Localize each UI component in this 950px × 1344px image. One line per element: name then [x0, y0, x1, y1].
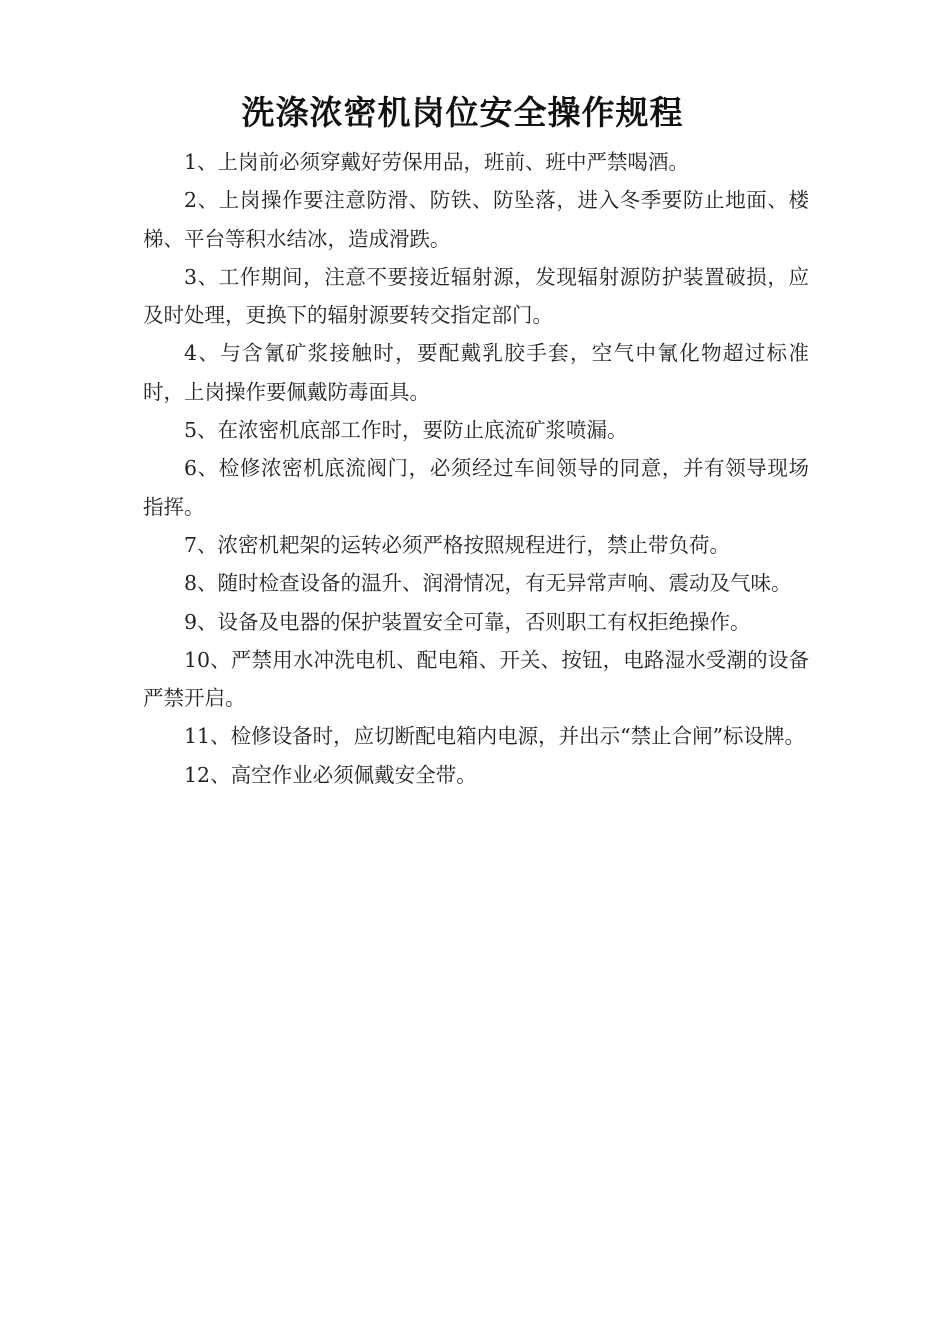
regulation-item-9: 9、设备及电器的保护装置安全可靠，否则职工有权拒绝操作。: [184, 609, 751, 634]
regulation-item-1: 1、上岗前必须穿戴好劳保用品，班前、班中严禁喝酒。: [184, 150, 690, 174]
regulation-item-12: 12、高空作业必须佩戴安全带。: [184, 762, 477, 787]
page-title: 洗涤浓密机岗位安全操作规程: [241, 93, 684, 132]
regulation-item-4: 4、与含氰矿浆接触时，要配戴乳胶手套，空气中氰化物超过标准时，上岗操作要佩戴防毒面具。: [143, 341, 809, 404]
regulation-body: [143, 143, 809, 794]
regulation-item-8: 8、随时检查设备的温升、润滑情况，有无异常声响、震动及气味。: [184, 571, 792, 596]
regulation-item-6: 6、检修浓密机底流阀门，必须经过车间领导的同意，并有领导现场指挥。: [143, 456, 809, 519]
regulation-item-10: 10、严禁用水冲洗电机、配电箱、开关、按钮，电路湿水受潮的设备严禁开启。: [143, 647, 809, 711]
regulation-item-2: 2、上岗操作要注意防滑、防铁、防坠落，进入冬季要防止地面、楼梯、平台等积水结冰，造成滑跌。: [143, 188, 809, 251]
regulation-item-3: 3、工作期间，注意不要接近辐射源，发现辐射源防护装置破损，应及时处理，更换下的辐射源要转交指定部门。: [143, 264, 809, 328]
regulation-item-7: 7、浓密机耙架的运转必须严格按照规程进行，禁止带负荷。: [184, 532, 731, 557]
regulation-item-11: 11、检修设备时，应切断配电箱内电源，并出示“禁止合闸”标设牌。: [184, 724, 806, 749]
regulation-item-5: 5、在浓密机底部工作时，要防止底流矿浆喷漏。: [184, 418, 628, 443]
